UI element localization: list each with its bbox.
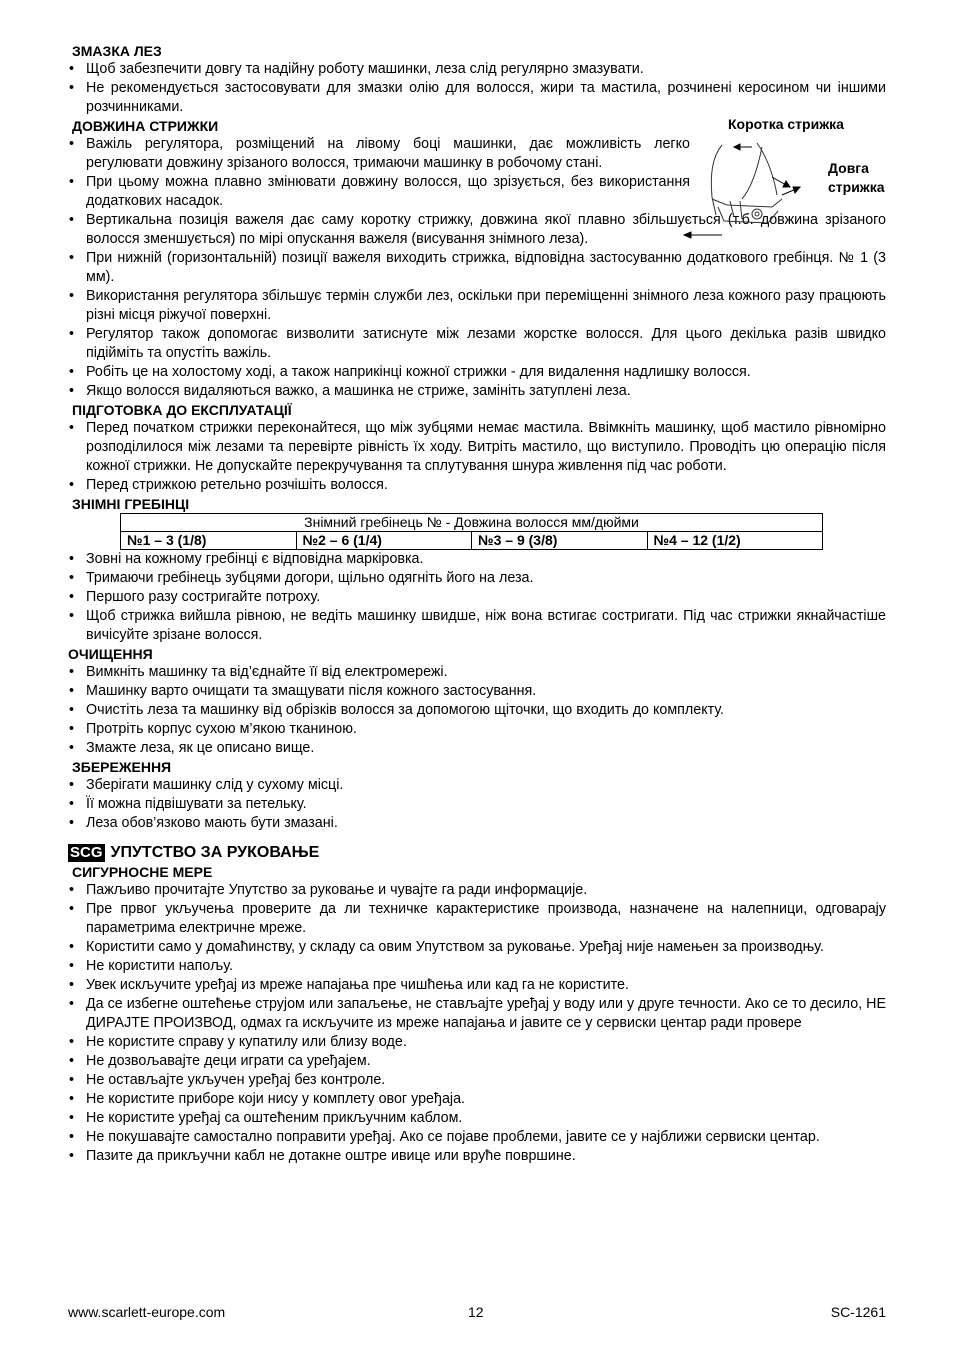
manual-page [68,42,886,1166]
page-footer [68,1303,886,1323]
list-item: • Робіть це на холостому ході, а також наприкінці кожної стрижки - для видалення надлишку волосся. [68,363,886,382]
list-item: • Зберігати машинку слід у сухому місці. [68,776,886,795]
list-item: • При цьому можна плавно змінювати довжину волосся, що зрізується, без використання додаткових насадок. [68,173,690,211]
list-item: • Змажте леза, як це описано вище. [68,739,886,758]
footer-model: SC-1261 [830,1304,886,1320]
list-item: • Вимкніть машинку та від’єднайте її від електромережі. [68,663,886,682]
list-item: • Очистіть леза та машинку від обрізків волосся за допомогою щіточки, що входить до комплекту. [68,701,886,720]
cleaning-list [68,663,886,758]
list-item: • Зовні на кожному гребінці є відповідна маркіровка. [68,550,886,569]
list-item: • Машинку варто очищати та змащувати після кожного застосування. [68,682,886,701]
combs-table [120,513,823,550]
scg-heading [68,843,886,863]
comb-cell: №1 – 3 (1/8) [121,532,297,550]
comb-cell: №3 – 9 (3/8) [472,532,648,550]
haircut-length-section [68,117,886,401]
list-item: • Протріть корпус сухою м’якою тканиною. [68,720,886,739]
section-title-length: ДОВЖИНА СТРИЖКИ [72,118,219,134]
list-item: • Користити само у домаћинству, у складу са овим Упутством за руковање. Уређај није намењен за производњу. [68,938,886,957]
list-item: • Увек искључите уређај из мреже напајања пре чишћења или кад га не користите. [68,976,886,995]
language-badge: SCG [70,844,103,861]
length-adjustment-figure [682,115,902,255]
footer-website: www.scarlett-europe.com [68,1304,226,1320]
list-item: • Не остављајте укључен уређај без контроле. [68,1071,886,1090]
lubrication-list [68,60,886,117]
section-title-combs: ЗНІМНІ ГРЕБІНЦІ [72,496,190,512]
list-item: • Не рекомендується застосовувати для змазки олію для волосся, жири та мастила, розчинені керосином чи іншими розчинниками. [68,79,886,117]
list-item: • Щоб забезпечити довгу та надійну роботу машинки, леза слід регулярно змазувати. [68,60,886,79]
list-item: • Вертикальна позиція важеля дає саму коротку стрижку, довжина якої плавно збільшується (т.б. довжина зрізаного волосся зменшується) по мірі опускання важеля (висування знімного леза). [68,211,886,249]
list-item: • Регулятор також допомогає визволити затиснуте між лезами жорстке волосся. Для цього декілька разів швидко підійміть та опустіть важіль. [68,325,886,363]
list-item: • Перед початком стрижки переконайтеся, що між зубцями немає мастила. Ввімкніть машинку, щоб мастило рівномірно розподілилося між лезами та перевірте рівність їх ходу. Витріть мастило, що виступило. Проводіть цю операцію після кожної стрижки. Не допускайте перекручування та сплутування шнура живлення під час роботи. [68,419,886,476]
list-item: • Не користите приборе који нису у комплету овог уређаја. [68,1090,886,1109]
list-item: • Пажљиво прочитајте Упутство за руковање и чувајте га ради информације. [68,881,886,900]
list-item: • Тримаючи гребінець зубцями догори, щільно одягніть його на леза. [68,569,886,588]
scg-title: УПУТСТВО ЗА РУКОВАЊЕ [110,844,320,861]
section-title-preparation: ПІДГОТОВКА ДО ЕКСПЛУАТАЦІЇ [72,402,292,418]
list-item: • Леза обов’язково мають бути змазані. [68,814,886,833]
section-title-storage: ЗБЕРЕЖЕННЯ [72,759,172,775]
list-item: • Не користите справу у купатилу или близу воде. [68,1033,886,1052]
list-item: • Якщо волосся видаляються важко, а машинка не стриже, замініть затуплені леза. [68,382,886,401]
list-item: • Пазите да прикључни кабл не дотакне оштре ивице или вруће површине. [68,1147,886,1166]
section-title-cleaning: ОЧИЩЕННЯ [68,646,153,662]
section-title-safety: СИГУРНОСНЕ МЕРЕ [72,864,213,880]
safety-list [68,881,886,1166]
footer-page-number: 12 [468,1304,484,1320]
long-cut-label-line2: стрижка [828,179,885,195]
preparation-list [68,419,886,495]
list-item: • Не користити напољу. [68,957,886,976]
combs-list [68,550,886,645]
comb-cell: №4 – 12 (1/2) [647,532,823,550]
list-item: • Важіль регулятора, розміщений на лівому боці машинки, дає можливість легко регулювати довжину зрізаного волосся, тримаючи машинку в робочому стані. [68,135,690,173]
list-item: • Пре првог укључења проверите да ли техничке карактеристике производа, назначене на налепници, одговарају параметрима електричне мреже. [68,900,886,938]
list-item: • Не покушавајте самостално поправити уређај. Ако се појаве проблеми, јавите се у најближи сервиски центар. [68,1128,886,1147]
list-item: • Не користите уређај са оштећеним прикључним каблом. [68,1109,886,1128]
list-item: • Перед стрижкою ретельно розчішіть волосся. [68,476,886,495]
combs-table-caption: Знімний гребінець № - Довжина волосся мм/дюйми [121,514,823,532]
list-item: • Першого разу состригайте потроху. [68,588,886,607]
list-item: • Її можна підвішувати за петельку. [68,795,886,814]
list-item: • Да се избегне оштећење струјом или запаљење, не стављајте уређај у воду или у друге течности. Ако се то десило, НЕ ДИРАЈТЕ ПРОИЗВОД, одмах га искључите из мреже напајања и јавите се у сервиски центар ради провере [68,995,886,1033]
clipper-illustration [682,137,842,247]
list-item: • Не дозвољавајте деци играти са уређајем. [68,1052,886,1071]
storage-list [68,776,886,833]
long-cut-label-line1: Довга [828,160,869,176]
section-title-lubrication: ЗМАЗКА ЛЕЗ [72,43,162,59]
list-item: • Використання регулятора збільшує термін служби лез, оскільки при переміщенні знімного леза кожного разу працюють різні місця ріжучої поверхні. [68,287,886,325]
comb-cell: №2 – 6 (1/4) [296,532,472,550]
list-item: • При нижній (горизонтальній) позиції важеля виходить стрижка, відповідна застосуванню додаткового гребінця. № 1 (3 мм). [68,249,886,287]
list-item: • Щоб стрижка вийшла рівною, не ведіть машинку швидше, ніж вона встигає состригати. Під час стрижки якнайчастіше вичісуйте зрізане волосся. [68,607,886,645]
short-cut-label: Коротка стрижка [728,116,844,132]
